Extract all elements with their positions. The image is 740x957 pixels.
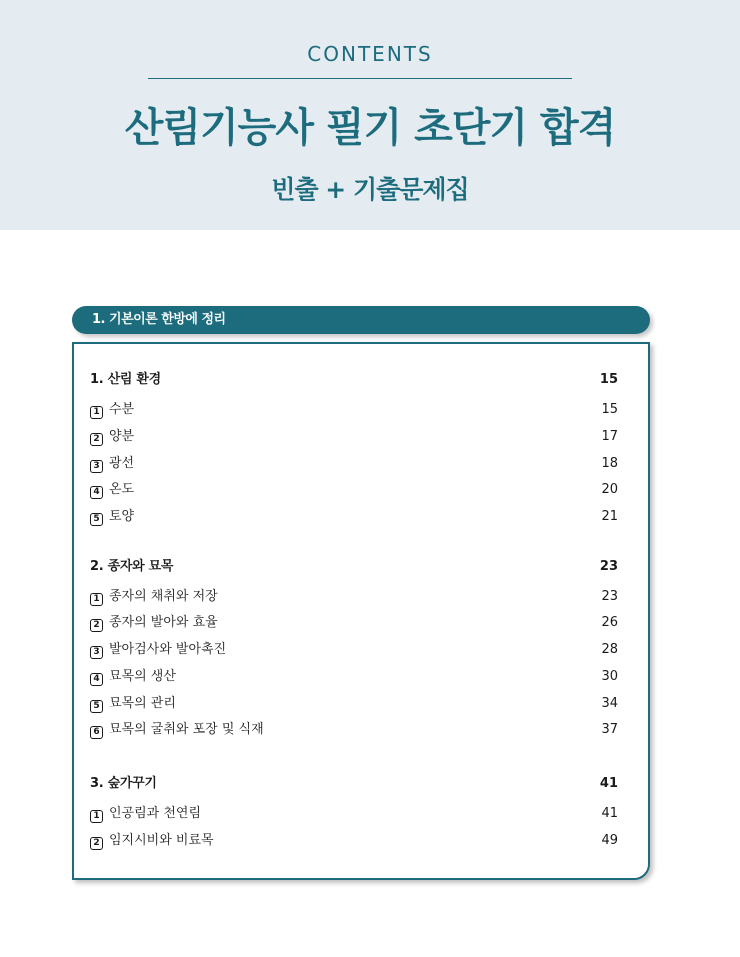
page-number: 28 [601, 642, 618, 657]
item-title: 묘목의 굴취와 포장 및 식재 [109, 722, 264, 737]
item-number-box: 2 [90, 837, 103, 850]
page-number: 49 [601, 833, 618, 848]
toc-item[interactable] [90, 613, 618, 633]
page-number: 23 [599, 559, 618, 574]
chapter-title: 2. 종자와 묘목 [90, 559, 174, 574]
item-title: 종자의 채취와 저장 [109, 589, 218, 604]
item-title: 임지시비와 비료목 [109, 833, 214, 848]
item-title: 광선 [109, 456, 135, 471]
item-title: 수분 [109, 402, 135, 417]
item-number-box: 1 [90, 406, 103, 419]
item-number-box: 2 [90, 433, 103, 446]
item-number-box: 3 [90, 646, 103, 659]
toc-chapter[interactable] [90, 557, 618, 577]
page-number: 20 [601, 482, 618, 497]
contents-label: CONTENTS [307, 42, 433, 66]
page-number: 17 [601, 429, 618, 444]
toc-item[interactable] [90, 507, 618, 527]
toc-item[interactable] [90, 587, 618, 607]
item-title: 발아검사와 발아촉진 [109, 642, 227, 657]
toc-item[interactable] [90, 427, 618, 447]
toc-box [72, 342, 650, 880]
page-number: 34 [601, 696, 618, 711]
item-title: 묘목의 관리 [109, 696, 176, 711]
page-number: 15 [599, 372, 618, 387]
toc-item[interactable] [90, 694, 618, 714]
item-number-box: 4 [90, 486, 103, 499]
page-number: 41 [599, 776, 618, 791]
page-number: 23 [601, 589, 618, 604]
toc-item[interactable] [90, 667, 618, 687]
page-number: 41 [601, 806, 618, 821]
toc-item[interactable] [90, 640, 618, 660]
item-number-box: 1 [90, 593, 103, 606]
page-number: 26 [601, 615, 618, 630]
item-number-box: 1 [90, 810, 103, 823]
item-number-box: 3 [90, 460, 103, 473]
toc-item[interactable] [90, 454, 618, 474]
chapter-title: 1. 산림 환경 [90, 372, 161, 387]
toc-item[interactable] [90, 480, 618, 500]
header-banner [0, 0, 740, 230]
item-number-box: 4 [90, 673, 103, 686]
item-title: 양분 [109, 429, 135, 444]
toc-item[interactable] [90, 400, 618, 420]
item-title: 인공림과 천연림 [109, 806, 202, 821]
item-title: 토양 [109, 509, 135, 524]
item-title: 온도 [109, 482, 135, 497]
item-title: 종자의 발아와 효율 [109, 615, 218, 630]
item-number-box: 5 [90, 700, 103, 713]
book-title: 산림기능사 필기 초단기 합격 [124, 105, 616, 151]
item-number-box: 2 [90, 619, 103, 632]
toc-chapter[interactable] [90, 774, 618, 794]
part-title-tab: 1. 기본이론 한방에 정리 [72, 306, 650, 334]
item-title: 묘목의 생산 [109, 669, 176, 684]
toc-item[interactable] [90, 804, 618, 824]
item-number-box: 5 [90, 513, 103, 526]
page-number: 18 [601, 456, 618, 471]
page-number: 30 [601, 669, 618, 684]
page-number: 37 [601, 722, 618, 737]
header-divider [148, 78, 572, 79]
toc-item[interactable] [90, 720, 618, 740]
toc-chapter[interactable] [90, 370, 618, 390]
toc-item[interactable] [90, 831, 618, 851]
item-number-box: 6 [90, 726, 103, 739]
page-number: 21 [601, 509, 618, 524]
chapter-title: 3. 숲가꾸기 [90, 776, 157, 791]
book-subtitle: 빈출 + 기출문제집 [271, 175, 469, 204]
page-number: 15 [601, 402, 618, 417]
